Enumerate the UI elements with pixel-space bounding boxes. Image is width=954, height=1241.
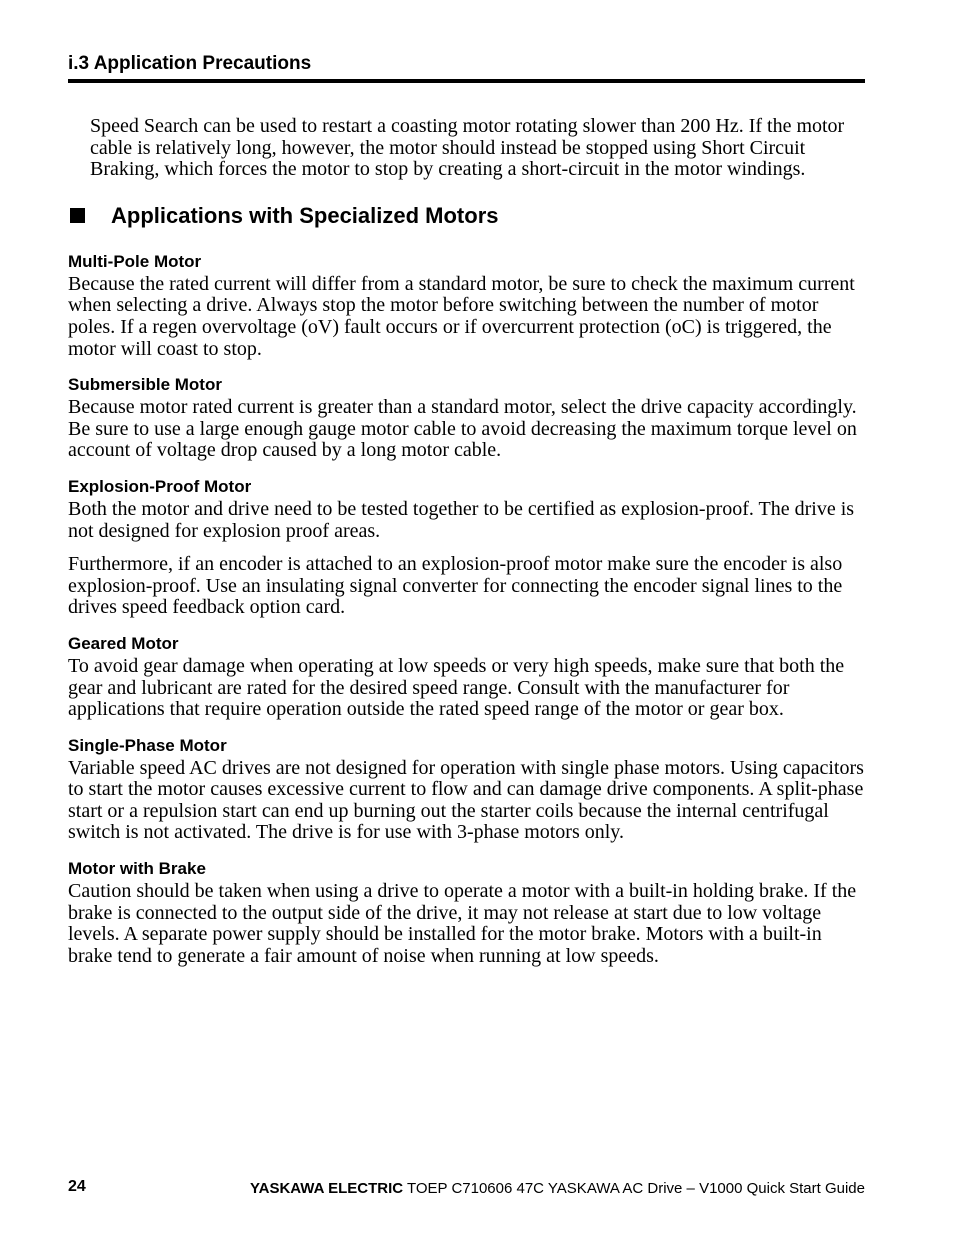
square-bullet-icon xyxy=(70,208,85,223)
paragraph-multi-pole: Because the rated current will differ from a standard motor, be sure to check the maximum current when selecting a drive. Always stop the motor before switching between the number of motor poles. If a regen overvoltage (oV) fault occurs or if overcurrent protection (oC) is triggered, the motor will coast to stop. xyxy=(68,272,855,360)
subsection-title-explosion-proof: Explosion-Proof Motor xyxy=(68,476,252,496)
page-number: 24 xyxy=(68,1178,86,1195)
page-content xyxy=(68,116,868,967)
footer-brand: YASKAWA ELECTRIC xyxy=(250,1180,404,1197)
paragraph-submersible: Because motor rated current is greater than a standard motor, select the drive capacity accordingly. Be sure to use a large enough gauge motor cable to avoid decreasing the maximum torque level on account of voltage drop caused by a long motor cable. xyxy=(68,396,857,462)
paragraph-explosion-proof-1: Both the motor and drive need to be tested together to be certified as explosion-proof. The drive is not designed for explosion proof areas. xyxy=(68,497,855,542)
footer-document-info xyxy=(250,1180,865,1198)
section-heading xyxy=(68,201,868,231)
page-header xyxy=(68,52,865,83)
paragraph-single-phase: Variable speed AC drives are not designed for operation with single phase motors. Using capacitors to start the motor causes excessive current to flow and can damage drive components. A split-phase start or a repulsion start can end up burning out the starter coils because the internal centrifugal switch is not activated. The drive is for use with 3-phase motors only. xyxy=(68,756,864,844)
section-title: i.3 Application Precautions xyxy=(68,53,312,74)
subsection-title-geared: Geared Motor xyxy=(68,633,179,653)
header-rule xyxy=(68,79,865,83)
intro-paragraph: Speed Search can be used to restart a coasting motor rotating slower than 200 Hz. If the motor cable is relatively long, however, the motor should instead be stopped using Short Circuit Braking, which forces the motor to stop by creating a short-circuit in the motor windings. xyxy=(90,115,845,181)
subsection-title-multi-pole: Multi-Pole Motor xyxy=(68,251,202,271)
subsection-title-submersible: Submersible Motor xyxy=(68,375,222,395)
paragraph-explosion-proof-2: Furthermore, if an encoder is attached to an explosion-proof motor make sure the encoder is also explosion-proof. Use an insulating signal converter for connecting the encoder signal lines to the drives speed feedback option card. xyxy=(68,553,843,619)
paragraph-brake: Caution should be taken when using a drive to operate a motor with a built-in holding brake. If the brake is connected to the output side of the drive, it may not release at start due to low voltage levels. A separate power supply should be installed for the motor brake. Motors with a built-in brake tend to generate a fair amount of noise when running at low speeds. xyxy=(68,880,857,967)
section-heading-text: Applications with Specialized Motors xyxy=(111,202,499,228)
paragraph-geared: To avoid gear damage when operating at low speeds or very high speeds, make sure that both the gear and lubricant are rated for the desired speed range. Consult with the manufacturer for applications that require operation outside the rated speed range of the motor or gear box. xyxy=(68,654,845,721)
footer-document-title: TOEP C710606 47C YASKAWA AC Drive – V1000 Quick Start Guide xyxy=(403,1180,865,1197)
subsection-title-brake: Motor with Brake xyxy=(68,859,206,879)
subsection-title-single-phase: Single-Phase Motor xyxy=(68,735,227,755)
